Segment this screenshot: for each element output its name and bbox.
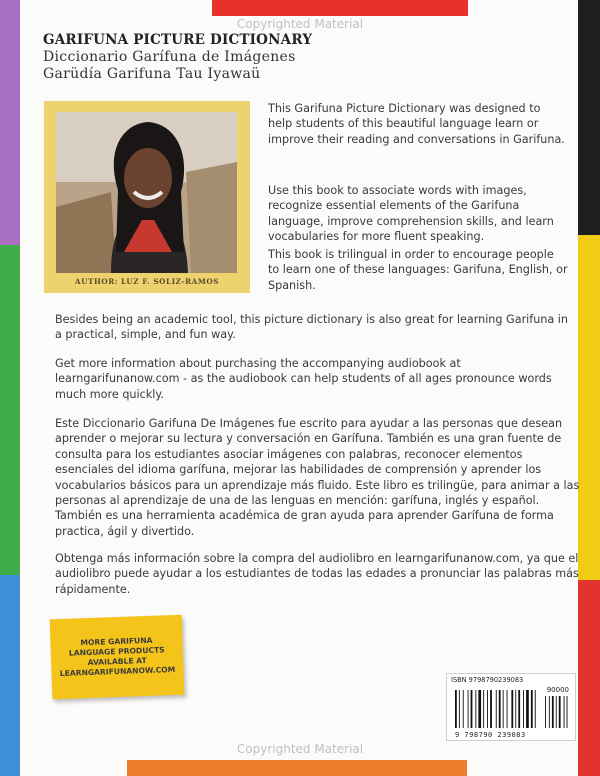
more-info-paragraph: Get more information about purchasing the accompanying audiobook at learngarifunanow.com - as the audiobook can help students of all ages pronounce words much more quickly. [55,357,552,401]
title-garifuna: Garüdía Garifuna Tau Iyawaü [43,66,261,82]
title-english: GARIFUNA PICTURE DICTIONARY [43,32,313,48]
barcode-box [446,673,576,741]
trilingual-paragraph: This book is trilingual in order to encourage people to learn one of these languages: Garifuna, English, or Spanish. [268,248,568,292]
intro-paragraph: This Garifuna Picture Dictionary was designed to help students of this beautiful language learn or improve their reading and conversations in Garifuna. [268,102,565,146]
left-purple-bar [0,0,20,245]
title-spanish: Diccionario Garífuna de Imágenes [43,49,296,65]
watermark-top: Copyrighted Material [236,17,364,31]
author-photo [56,112,237,273]
author-caption: AUTHOR: LUZ F. SOLIZ-RAMOS [74,277,220,286]
left-green-bar [0,245,20,575]
watermark-bottom: Copyrighted Material [236,742,364,756]
promo-text: MORE GARIFUNA LANGUAGE PRODUCTS AVAILABLE AT LEARNGARIFUNANOW.COM [59,635,176,679]
spanish-paragraph-2: Obtenga más información sobre la compra del audiolibro en learngarifunanow.com, ya que el audiolibro puede ayudar a los estudiantes de todas las edades a pronunciar las palabras más rápidamente. [55,552,579,596]
title-block [43,32,312,82]
barcode-number: 9 798790 239083 [455,731,526,739]
isbn-label: ISBN 9798790239083 [451,676,524,684]
right-black-bar [578,0,600,235]
author-photo-frame [44,101,250,293]
right-yellow-bar [578,235,600,580]
barcode-icon [453,686,569,730]
spanish-paragraph-1: Este Diccionario Garifuna De Imágenes fue escrito para ayudar a las personas que desean aprender o mejorar su lectura y conversación en Garífuna. También es una gran fuente de consulta para los estudiantes asociar imágenes con palabras, reconocer elementos esenciales del idioma garífuna, mejorar las habilidades de comprensión y aprender los vocabularios básicos para un aprendizaje más fluido. Este libro es trilingüe, para animar a las personas al aprendizaje de una de las lenguas en mención: garífuna, inglés y español. También es una herramienta académica de gran ayuda para aprender Garífuna de forma practica, ágil y divertido. [55,417,580,538]
price-code: 90000 [546,686,569,694]
besides-paragraph: Besides being an academic tool, this picture dictionary is also great for learning Garifuna in a practical, simple, and fun way. [55,313,569,342]
use-paragraph: Use this book to associate words with images, recognize essential elements of the Garifuna language, improve comprehension skills, and learn vocabularies for more fluent speaking. [268,184,554,244]
bottom-orange-bar [127,760,467,776]
top-red-bar [212,0,468,16]
promo-sticky-note [50,615,185,700]
